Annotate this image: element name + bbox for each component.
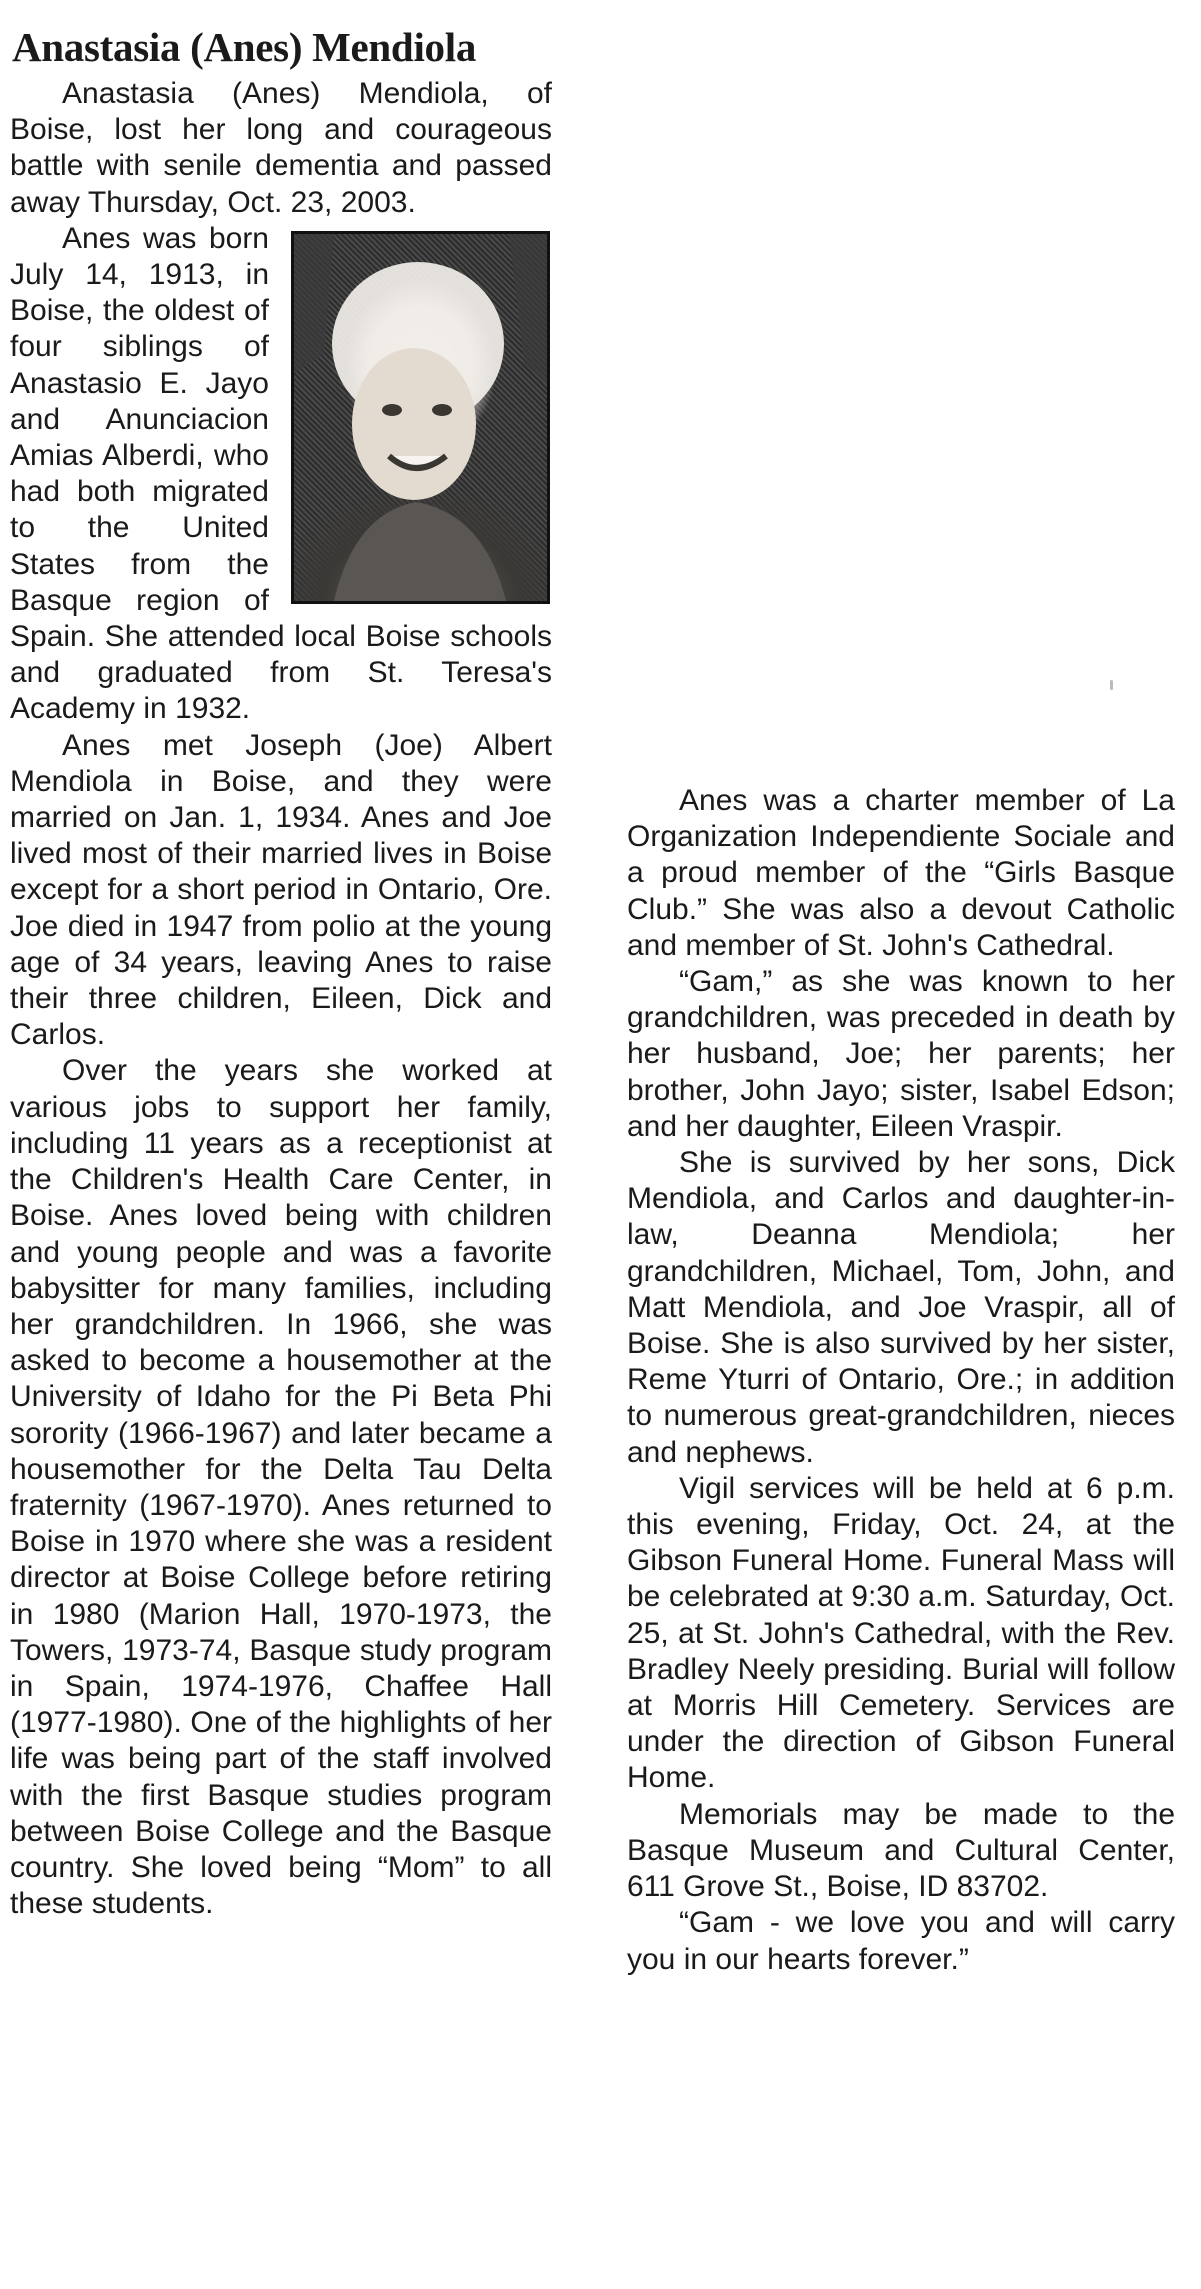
right-column xyxy=(627,783,1175,1978)
paragraph-services: Vigil services will be held at 6 p.m. this evening, Friday, Oct. 24, at the Gibson Funeral Home. Funeral Mass will be celebrated at 9:30 a.m. Saturday, Oct. 25, at St. John's Cathedral, with the Rev. Bradley Neely presiding. Burial will follow at Morris Hill Cemetery. Services are under the direction of Gibson Funeral Home. xyxy=(627,1471,1175,1795)
obituary-headline: Anastasia (Anes) Mendiola xyxy=(12,24,477,70)
portrait-photo xyxy=(291,231,550,604)
paragraph-preceded: “Gam,” as she was known to her grandchildren, was preceded in death by her husband, Joe; her parents; her brother, John Jayo; sister, Isabel Edson; and her daughter, Eileen Vraspir. xyxy=(627,965,1175,1143)
paragraph-survived: She is survived by her sons, Dick Mendiola, and Carlos and daughter-in-law, Deanna Mendiola; her grandchildren, Michael, Tom, John, and Matt Mendiola, and Joe Vraspir, all of Boise. She is also survived by her sister, Reme Yturri of Ontario, Ore.; in addition to numerous great-grandchildren, nieces and nephews. xyxy=(627,1146,1175,1469)
paragraph-birth-text: Anes was born July 14, 1913, in Boise, the oldest of four siblings of Anastasio E. Jayo and Anunciacion Amias Alberdi, who had both migrated to the United States from the Basque region of Spain. She attended local Boise schools and graduated from St. Teresa's Academy in 1932. xyxy=(10,221,552,726)
paragraph-intro: Anastasia (Anes) Mendiola, of Boise, lost her long and courageous battle with senile dementia and passed away Thursday, Oct. 23, 2003. xyxy=(10,77,552,219)
paragraph-memberships: Anes was a charter member of La Organization Independiente Sociale and a proud member of the “Girls Basque Club.” She was also a devout Catholic and member of St. John's Cathedral. xyxy=(627,784,1175,962)
paragraph-birth xyxy=(10,221,552,728)
paragraph-memorials: Memorials may be made to the Basque Museum and Cultural Center, 611 Grove St., Boise, ID 83702. xyxy=(627,1797,1175,1904)
left-column xyxy=(10,76,552,1922)
scan-speck xyxy=(1110,680,1113,690)
portrait-photo-drawing xyxy=(294,234,547,601)
paragraph-farewell: “Gam - we love you and will carry you in our hearts forever.” xyxy=(627,1906,1175,1976)
paragraph-career: Over the years she worked at various jobs to support her family, including 11 years as a receptionist at the Children's Health Care Center, in Boise. Anes loved being with children and young people and was a favorite babysitter for many families, including her grandchildren. In 1966, she was asked to become a housemother at the University of Idaho for the Pi Beta Phi sorority (1966-1967) and later became a housemother for the Delta Tau Delta fraternity (1967-1970). Anes returned to Boise in 1970 where she was a resident director at Boise College before retiring in 1980 (Marion Hall, 1970-1973, the Towers, 1973-74, Basque study program in Spain, 1974-1976, Chaffee Hall (1977-1980). One of the highlights of her life was being part of the staff involved with the first Basque studies program between Boise College and the Basque country. She loved being “Mom” to all these students. xyxy=(10,1054,552,1921)
paragraph-marriage: Anes met Joseph (Joe) Albert Mendiola in Boise, and they were married on Jan. 1, 1934. Anes and Joe lived most of their married lives in Boise except for a short period in Ontario, Ore. Joe died in 1947 from polio at the young age of 34 years, leaving Anes to raise their three children, Eileen, Dick and Carlos. xyxy=(10,728,552,1052)
